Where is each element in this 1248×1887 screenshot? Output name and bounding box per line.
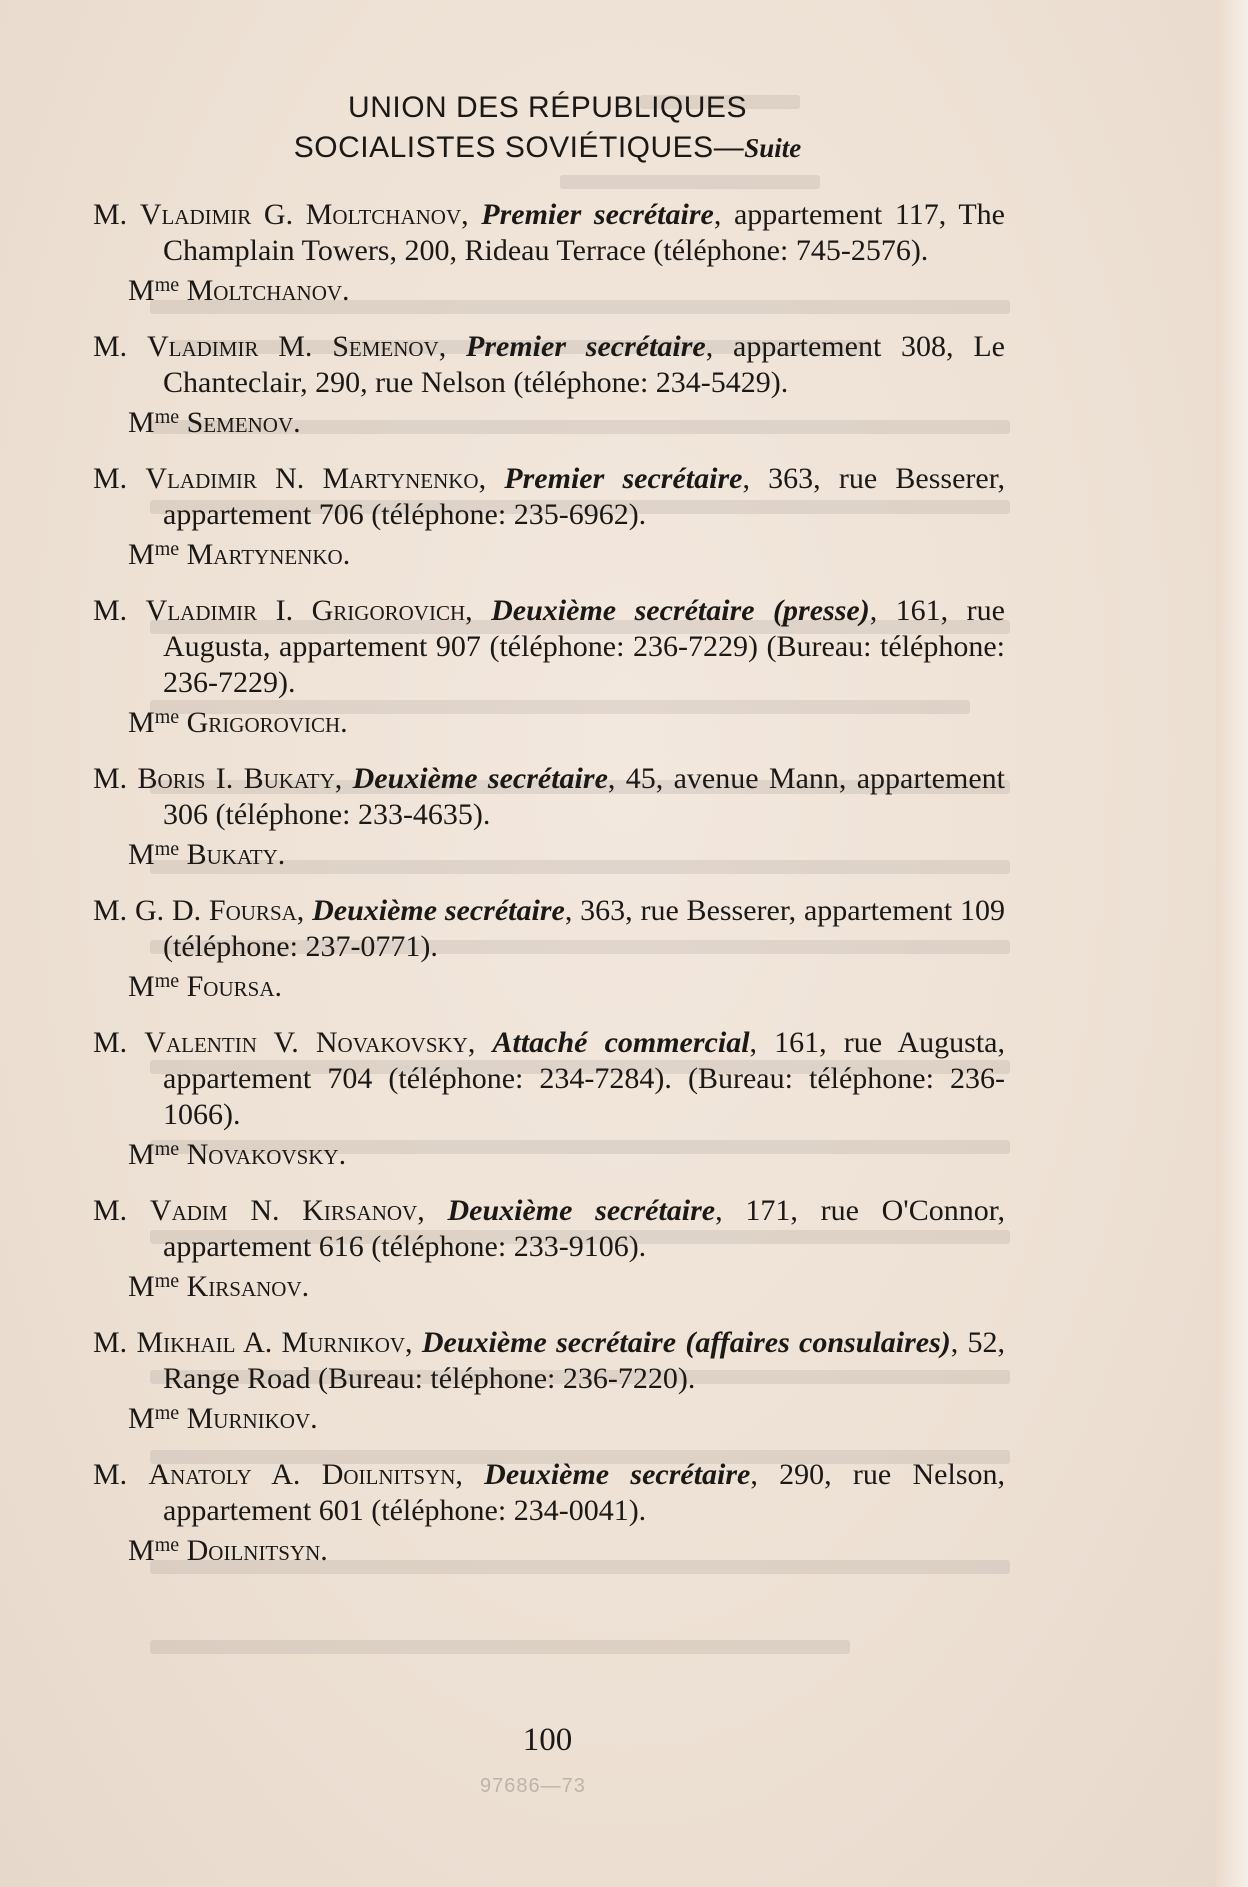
list-item: M. Vladimir G. Moltchanov, Premier secrétaire, appartement 117, The Champlain Towers, 200, Rideau Terrace (téléphone: 745-2576). $M^{me}$ Moltchanov.	[93, 198, 1005, 307]
list-item: M. Valentin V. Novakovsky, Attaché commercial, 161, rue Augusta, appartement 704 (téléphone: 234-7284). (Bureau: téléphone: 236-1066). $M^{me}$ Novakovsky.	[93, 1026, 1005, 1171]
person-title: Deuxième secrétaire (affaires consulaires)	[421, 1326, 951, 1359]
header-line-2: SOCIALISTES SOVIÉTIQUES—Suite	[293, 131, 802, 164]
person-details: , appartement 117, The Champlain Towers, 200, Rideau Terrace (téléphone: 745-2576).	[163, 198, 1005, 267]
spouse-line: $M^{me}$ Moltchanov.	[128, 274, 350, 307]
diplomat-list	[93, 197, 1005, 1589]
list-item: M. Boris I. Bukaty, Deuxième secrétaire, 45, avenue Mann, appartement 306 (téléphone: 233-4635). $M^{me}$ Bukaty.	[93, 762, 1005, 871]
page-header	[0, 88, 1095, 168]
person-details: , 363, rue Besserer, appartement 109 (téléphone: 237-0771).	[163, 894, 1006, 963]
person-name: Anatoly A. Doilnitsyn	[148, 1458, 456, 1491]
person-details: , appartement 308, Le Chanteclair, 290, rue Nelson (téléphone: 234-5429).	[163, 330, 1005, 399]
person-title: Deuxième secrétaire	[484, 1458, 751, 1491]
person-name: Boris I. Bukaty	[137, 762, 335, 795]
header-suite: Suite	[744, 133, 802, 163]
page-number: 100	[522, 1722, 573, 1758]
spouse-line: $M^{me}$ Doilnitsyn.	[128, 1534, 328, 1567]
person-details: , 161, rue Augusta, appartement 704 (téléphone: 234-7284). (Bureau: téléphone: 236-1066).	[163, 1026, 1005, 1131]
person-name: Vladimir M. Semenov	[146, 330, 439, 363]
list-item: M. G. D. Foursa, Deuxième secrétaire, 363, rue Besserer, appartement 109 (téléphone: 237-0771). $M^{me}$ Foursa.	[93, 894, 1006, 1003]
person-name: Vladimir I. Grigorovich	[145, 594, 466, 627]
person-details: , 45, avenue Mann, appartement 306 (téléphone: 233-4635).	[163, 762, 1005, 831]
person-title: Premier secrétaire	[481, 198, 714, 231]
person-title: Deuxième secrétaire	[352, 762, 608, 795]
spouse-line: $M^{me}$ Kirsanov.	[128, 1270, 310, 1303]
printer-stamp: 97686—73	[480, 1775, 586, 1797]
header-line-1: UNION DES RÉPUBLIQUES	[348, 91, 747, 124]
spouse-line: $M^{me}$ Martynenko.	[128, 538, 351, 571]
spouse-line: $M^{me}$ Foursa.	[128, 970, 282, 1003]
person-details: , 52, Range Road (Bureau: téléphone: 236-7220).	[163, 1326, 1006, 1395]
spouse-line: $M^{me}$ Novakovsky.	[128, 1138, 347, 1171]
person-title: Deuxième secrétaire (presse)	[491, 594, 870, 627]
spouse-line: $M^{me}$ Murnikov.	[128, 1402, 318, 1435]
person-title: Deuxième secrétaire	[312, 894, 565, 927]
person-details: , 171, rue O'Connor, appartement 616 (téléphone: 233-9106).	[163, 1194, 1005, 1263]
person-name: Vadim N. Kirsanov	[149, 1194, 418, 1227]
list-item: M. Vladimir I. Grigorovich, Deuxième secrétaire (presse), 161, rue Augusta, appartement 907 (téléphone: 236-7229) (Bureau: téléphone: 236-7229). $M^{me}$ Grigorovich.	[93, 594, 1005, 739]
spouse-line: $M^{me}$ Semenov.	[128, 406, 301, 439]
list-item: M. Vadim N. Kirsanov, Deuxième secrétaire, 171, rue O'Connor, appartement 616 (téléphone: 233-9106). $M^{me}$ Kirsanov.	[93, 1194, 1005, 1303]
person-name: G. D. Foursa	[134, 894, 297, 927]
page-edge	[1216, 0, 1248, 1887]
person-title: Deuxième secrétaire	[447, 1194, 716, 1227]
person-title: Premier secrétaire	[466, 330, 706, 363]
person-name: Valentin V. Novakovsky	[144, 1026, 468, 1059]
list-item: M. Anatoly A. Doilnitsyn, Deuxième secrétaire, 290, rue Nelson, appartement 601 (téléphone: 234-0041). $M^{me}$ Doilnitsyn.	[93, 1458, 1005, 1567]
person-name: Vladimir G. Moltchanov	[139, 198, 462, 231]
person-title: Attaché commercial	[492, 1026, 750, 1059]
person-details: , 290, rue Nelson, appartement 601 (téléphone: 234-0041).	[163, 1458, 1005, 1527]
person-name: Vladimir N. Martynenko	[145, 462, 479, 495]
list-item: M. Vladimir N. Martynenko, Premier secrétaire, 363, rue Besserer, appartement 706 (téléphone: 235-6962). $M^{me}$ Martynenko.	[93, 462, 1005, 571]
list-item: M. Mikhail A. Murnikov, Deuxième secrétaire (affaires consulaires), 52, Range Road (Bureau: téléphone: 236-7220). $M^{me}$ Murnikov.	[93, 1326, 1006, 1435]
person-name: Mikhail A. Murnikov	[136, 1326, 406, 1359]
list-item: M. Vladimir M. Semenov, Premier secrétaire, appartement 308, Le Chanteclair, 290, rue Nelson (téléphone: 234-5429). $M^{me}$ Semenov.	[93, 330, 1005, 439]
person-details: , 363, rue Besserer, appartement 706 (téléphone: 235-6962).	[163, 462, 1005, 531]
person-details: , 161, rue Augusta, appartement 907 (téléphone: 236-7229) (Bureau: téléphone: 236-7229).	[163, 594, 1005, 699]
spouse-line: $M^{me}$ Bukaty.	[128, 838, 286, 871]
spouse-line: $M^{me}$ Grigorovich.	[128, 706, 348, 739]
person-title: Premier secrétaire	[504, 462, 743, 495]
